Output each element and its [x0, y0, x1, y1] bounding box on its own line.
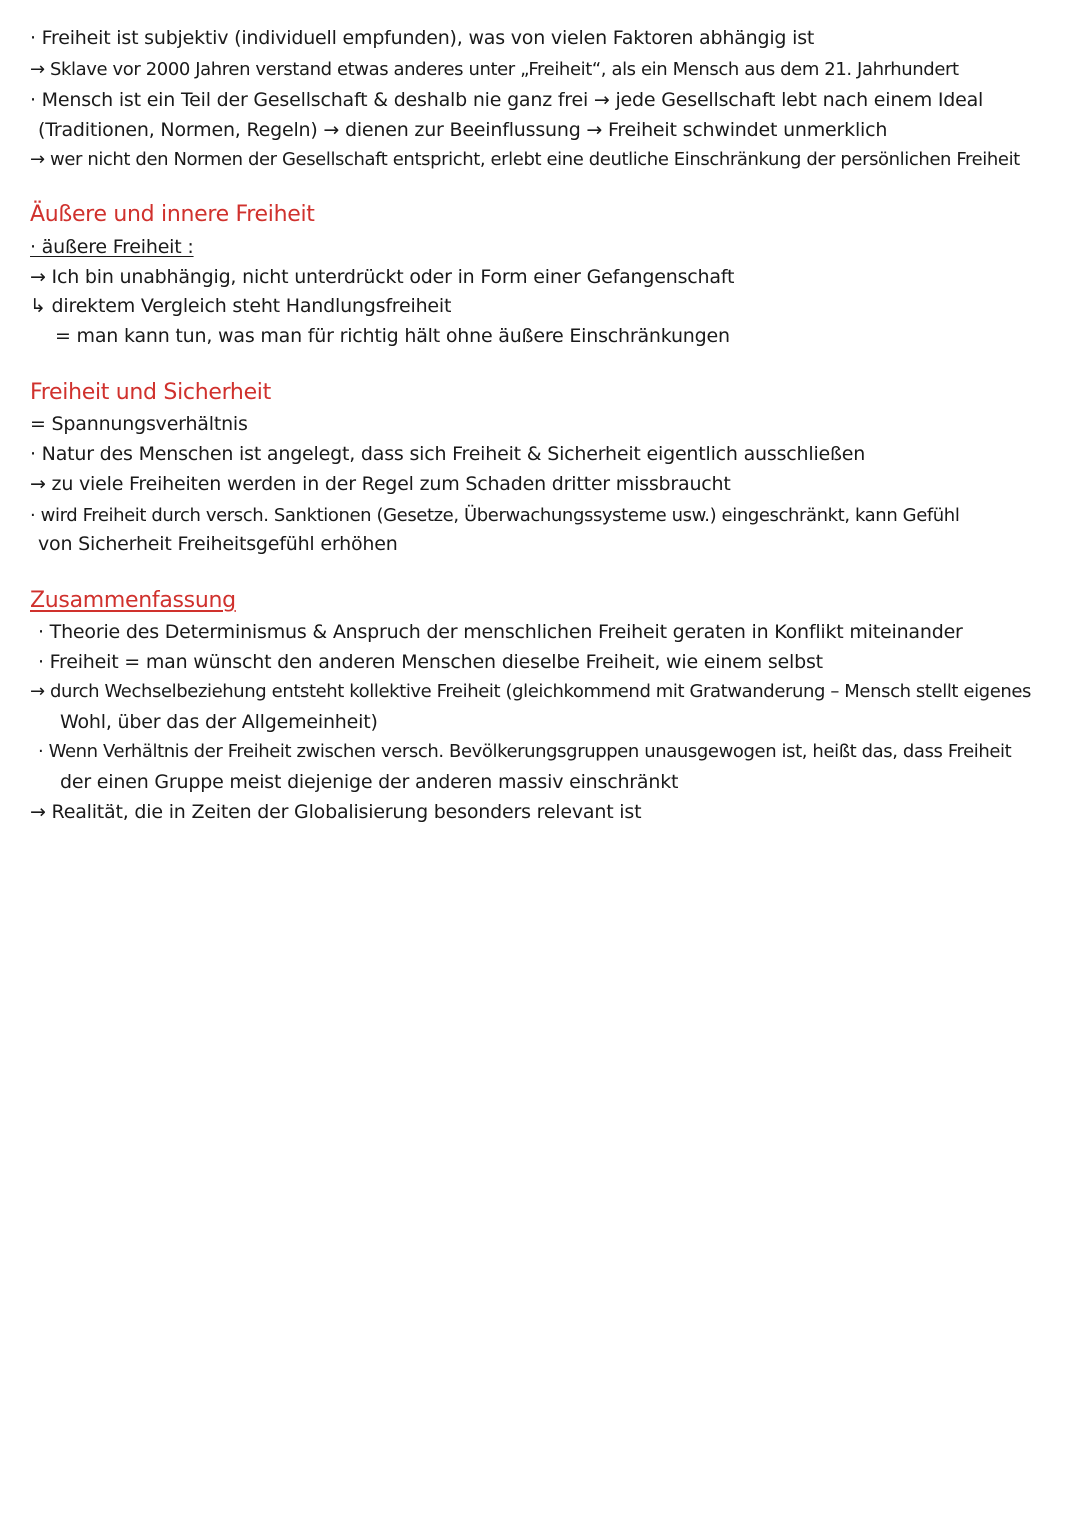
intro-line-1: · Freiheit ist subjektiv (individuell empfunden), was von vielen Faktoren abhängig ist [30, 27, 815, 49]
heading-outer-inner-freedom: Äußere und innere Freiheit [30, 202, 315, 227]
intro-line-4: (Traditionen, Normen, Regeln) → dienen zur Beeinflussung → Freiheit schwindet unmerklich [38, 119, 888, 141]
subheading-outer-freedom: · äußere Freiheit : [30, 236, 194, 258]
intro-line-2: → Sklave vor 2000 Jahren verstand etwas anderes unter „Freiheit“, als ein Mensch aus dem 21. Jahrhundert [30, 59, 959, 80]
summary-line-7: → Realität, die in Zeiten der Globalisierung besonders relevant ist [30, 801, 642, 823]
security-line-5: von Sicherheit Freiheitsgefühl erhöhen [38, 533, 398, 555]
heading-freedom-security: Freiheit und Sicherheit [30, 380, 271, 405]
outer-line-2: ↳ direktem Vergleich steht Handlungsfreiheit [30, 295, 452, 317]
summary-line-3: → durch Wechselbeziehung entsteht kollektive Freiheit (gleichkommend mit Gratwanderung – Mensch stellt eigenes [30, 681, 1032, 702]
outer-line-1: → Ich bin unabhängig, nicht unterdrückt oder in Form einer Gefangenschaft [30, 266, 735, 288]
intro-line-5: → wer nicht den Normen der Gesellschaft entspricht, erlebt eine deutliche Einschränkung der persönlichen Freiheit [30, 149, 1020, 170]
summary-line-1: · Theorie des Determinismus & Anspruch der menschlichen Freiheit geraten in Konflikt miteinander [38, 621, 963, 643]
security-line-2: · Natur des Menschen ist angelegt, dass sich Freiheit & Sicherheit eigentlich ausschließen [30, 443, 866, 465]
security-line-4: · wird Freiheit durch versch. Sanktionen (Gesetze, Überwachungssysteme usw.) eingeschränkt, kann Gefühl [30, 505, 960, 526]
summary-line-6: der einen Gruppe meist diejenige der anderen massiv einschränkt [60, 771, 679, 793]
security-line-1: = Spannungsverhältnis [30, 413, 248, 435]
summary-line-4: Wohl, über das der Allgemeinheit) [60, 711, 378, 733]
intro-line-3: · Mensch ist ein Teil der Gesellschaft & deshalb nie ganz frei → jede Gesellschaft lebt nach einem Ideal [30, 89, 984, 111]
summary-line-2: · Freiheit = man wünscht den anderen Menschen dieselbe Freiheit, wie einem selbst [38, 651, 823, 673]
heading-summary: Zusammenfassung [30, 588, 236, 613]
security-line-3: → zu viele Freiheiten werden in der Regel zum Schaden dritter missbraucht [30, 473, 731, 495]
summary-line-5: · Wenn Verhältnis der Freiheit zwischen versch. Bevölkerungsgruppen unausgewogen ist, heißt das, dass Freiheit [38, 741, 1012, 762]
outer-line-3: = man kann tun, was man für richtig hält ohne äußere Einschränkungen [55, 325, 730, 347]
